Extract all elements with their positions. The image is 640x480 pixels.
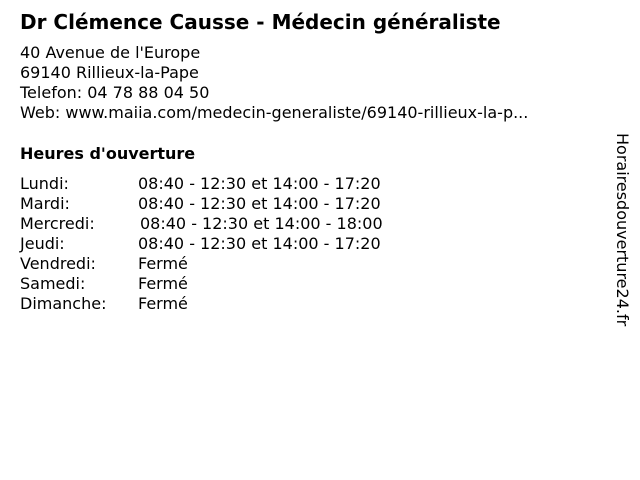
business-info [20, 43, 528, 123]
day-label: Mercredi: [20, 214, 95, 233]
time-value: Fermé [138, 274, 188, 293]
time-value: Fermé [138, 294, 188, 313]
phone-number: Telefon: 04 78 88 04 50 [20, 83, 210, 102]
day-label: Mardi: [20, 194, 70, 213]
website-link[interactable]: Web: www.maiia.com/medecin-generaliste/69140-rillieux-la-p... [20, 103, 529, 122]
time-value: 08:40 - 12:30 et 14:00 - 17:20 [138, 174, 381, 193]
opening-hours-heading: Heures d'ouverture [20, 144, 196, 163]
day-label: Dimanche: [20, 294, 107, 313]
business-name: Dr Clémence Causse - Médecin généraliste [20, 10, 501, 34]
time-value: 08:40 - 12:30 et 14:00 - 17:20 [138, 194, 381, 213]
site-watermark: Horairesdouverture24.fr [613, 133, 632, 327]
day-label: Lundi: [20, 174, 69, 193]
day-label: Samedi: [20, 274, 86, 293]
day-label: Vendredi: [20, 254, 96, 273]
day-label: Jeudi: [20, 234, 65, 253]
address-line-2: 69140 Rillieux-la-Pape [20, 63, 199, 82]
time-value: 08:40 - 12:30 et 14:00 - 18:00 [140, 214, 383, 233]
time-value: Fermé [138, 254, 188, 273]
address-line-1: 40 Avenue de l'Europe [20, 43, 201, 62]
time-value: 08:40 - 12:30 et 14:00 - 17:20 [138, 234, 381, 253]
